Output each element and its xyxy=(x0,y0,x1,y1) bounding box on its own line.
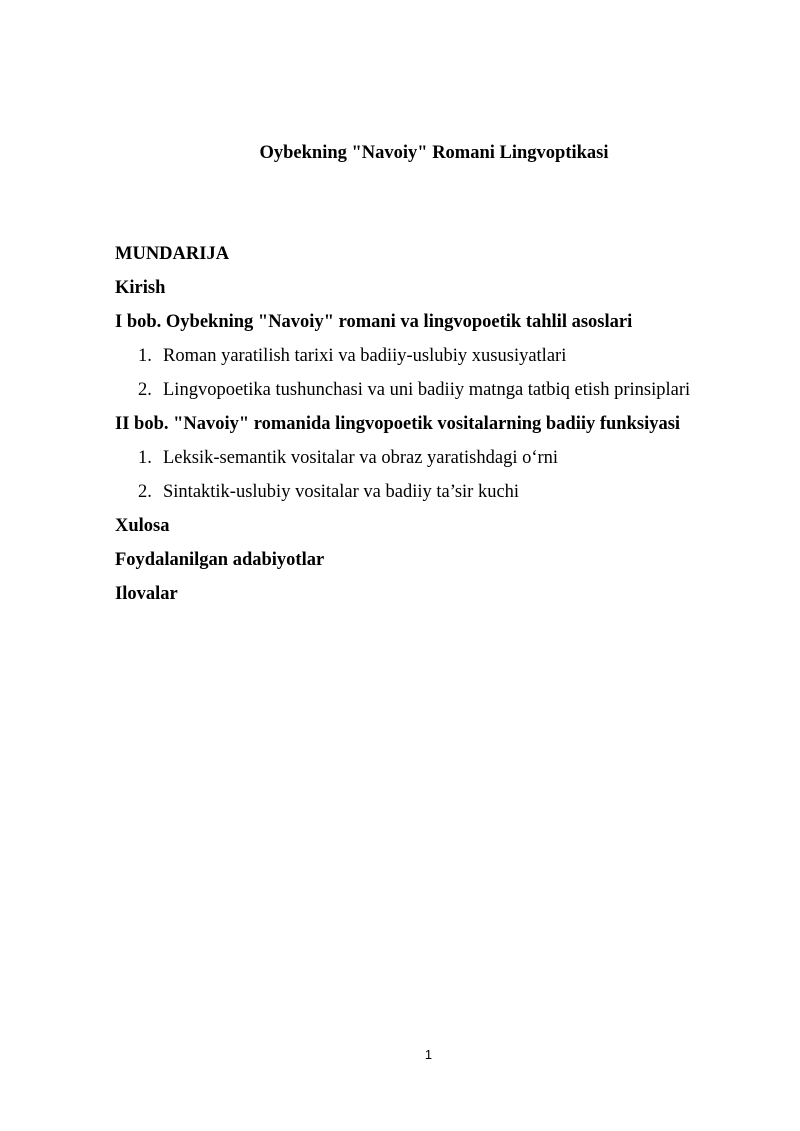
toc-chapter-2-title: II bob. "Navoiy" romanida lingvopoetik vositalarning badiiy funksiyasi xyxy=(115,414,681,434)
toc-chapter-1-title: I bob. Oybekning "Navoiy" romani va lingvopoetik tahlil asoslari xyxy=(115,312,633,332)
toc-chapter-1-item-2 xyxy=(115,379,755,413)
document-title: Oybekning "Navoiy" Romani Lingvoptikasi xyxy=(259,143,609,163)
toc-entry-intro: Kirish xyxy=(115,278,166,298)
contents-heading: MUNDARIJA xyxy=(115,244,230,264)
list-item-text: Leksik-semantik vositalar va obraz yaratishdagi o‘rni xyxy=(163,448,559,468)
toc-entry-references: Foydalanilgan adabiyotlar xyxy=(115,550,325,570)
toc-chapter-1-item-1 xyxy=(115,345,755,379)
list-number: 1. xyxy=(138,346,152,366)
list-item-text: Sintaktik-uslubiy vositalar va badiiy ta’sir kuchi xyxy=(163,482,520,502)
list-item-text: Lingvopoetika tushunchasi va uni badiiy matnga tatbiq etish prinsiplari xyxy=(163,380,691,400)
toc-chapter-2-item-2 xyxy=(115,481,755,515)
list-number: 2. xyxy=(138,380,152,400)
page-number: 1 xyxy=(424,1047,433,1062)
toc-entry-conclusion: Xulosa xyxy=(115,516,170,536)
toc-chapter-2-item-1 xyxy=(115,447,755,481)
list-number: 2. xyxy=(138,482,152,502)
list-number: 1. xyxy=(138,448,152,468)
toc-entry-appendices: Ilovalar xyxy=(115,584,178,604)
table-of-contents xyxy=(115,243,755,617)
list-item-text: Roman yaratilish tarixi va badiiy-uslubiy xususiyatlari xyxy=(163,346,567,366)
